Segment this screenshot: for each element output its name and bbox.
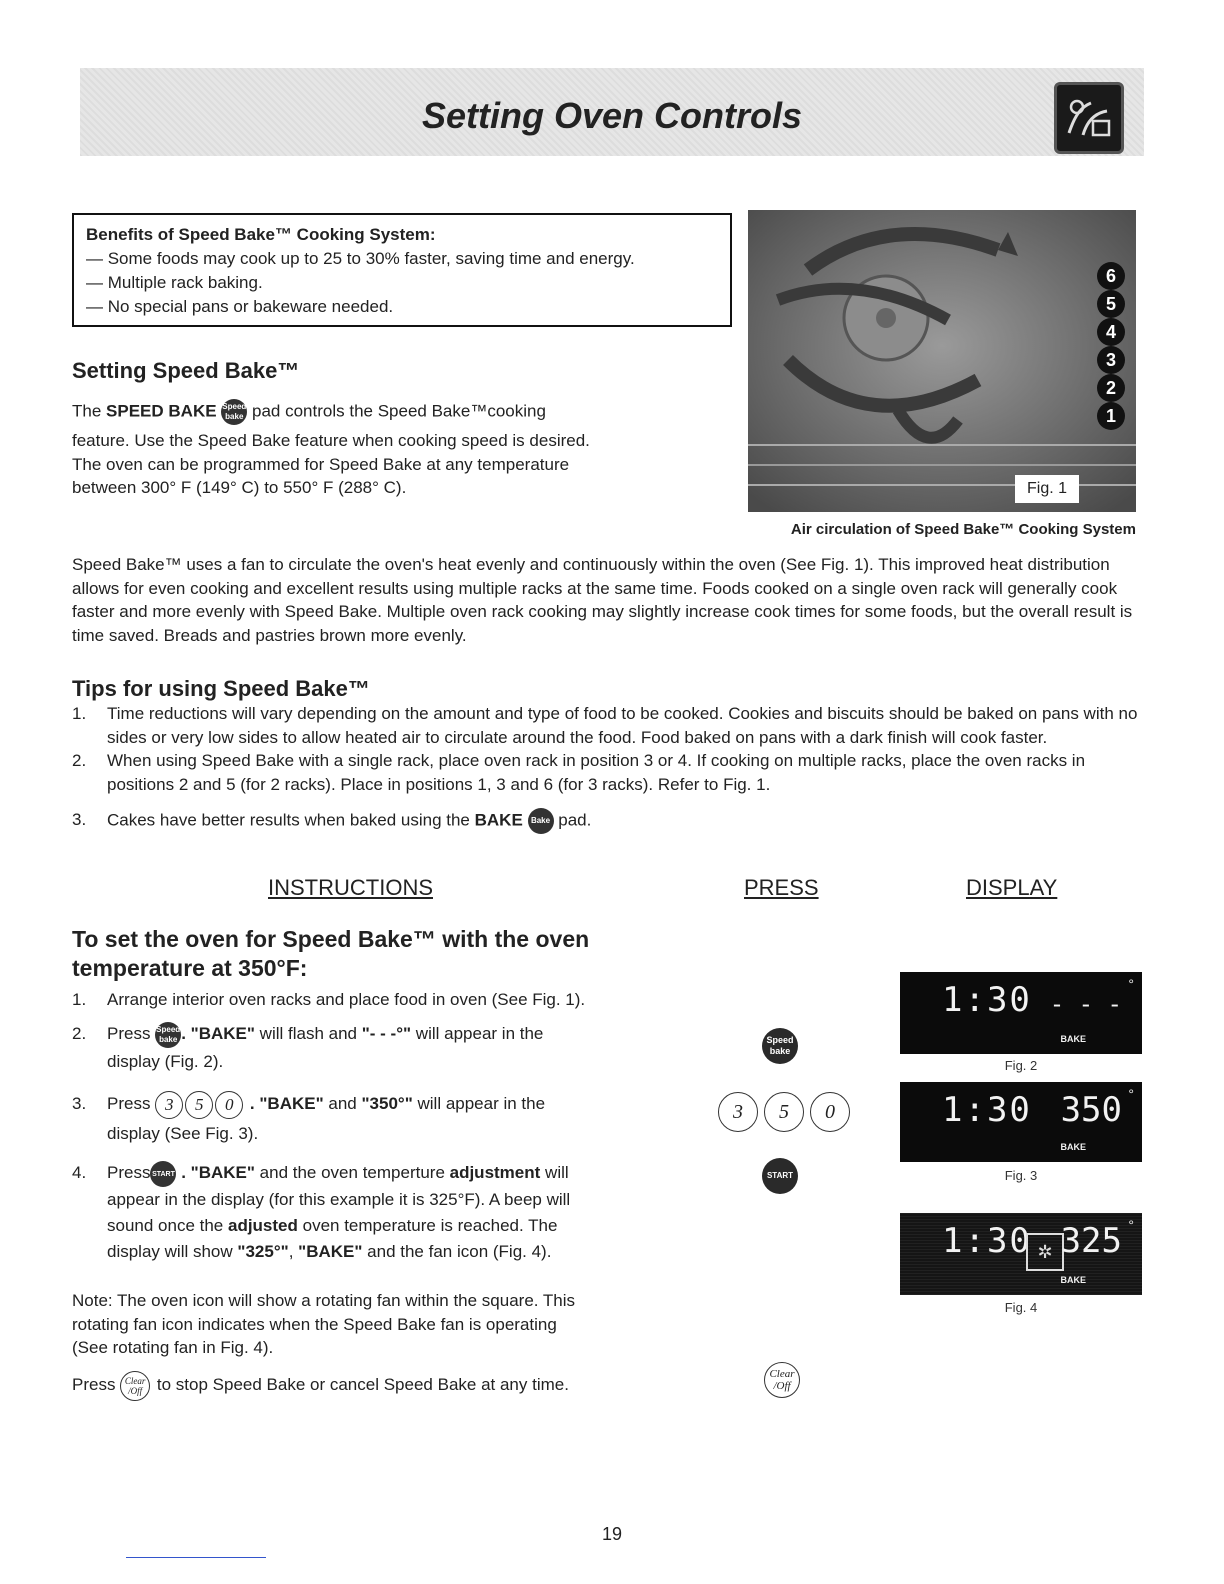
display-bake-indicator: BAKE — [1060, 1034, 1086, 1044]
bake-pad-icon: Bake — [528, 808, 554, 834]
benefits-heading: Benefits of Speed Bake™ Cooking System: — [86, 225, 436, 244]
digit-5-pad[interactable]: 5 — [764, 1092, 804, 1132]
start-pad-icon: START — [150, 1161, 176, 1187]
page-title: Setting Oven Controls — [421, 95, 803, 136]
procedure-step-3: 3. Press 3 5 0 . "BAKE" and "350°" will appear in the display (See Fig. 3). — [72, 1089, 672, 1149]
tips-list — [72, 702, 1152, 834]
figure-3-caption: Fig. 3 — [1004, 1168, 1038, 1183]
degree-symbol: ° — [1128, 1217, 1134, 1233]
procedure-step-1: 1. Arrange interior oven racks and place food in oven (See Fig. 1). — [72, 990, 586, 1009]
rack-position-4: 4 — [1097, 318, 1125, 346]
rack-position-1: 1 — [1097, 402, 1125, 430]
digit-0-pad[interactable]: 0 — [810, 1092, 850, 1132]
display-bake-indicator: BAKE — [1060, 1275, 1086, 1285]
heading-line: temperature at 350°F: — [72, 955, 308, 981]
digit-3-pad[interactable]: 3 — [718, 1092, 758, 1132]
rack-position-2: 2 — [1097, 374, 1125, 402]
text-line: between 300° F (149° C) to 550° F (288° C). — [72, 478, 407, 497]
text-span: The — [72, 401, 107, 421]
rack-position-6: 6 — [1097, 262, 1125, 290]
rack-position-3: 3 — [1097, 346, 1125, 374]
text-line: feature. Use the Speed Bake feature when cooking speed is desired. — [72, 431, 590, 450]
text-line: The oven can be programmed for Speed Bake at any temperature — [72, 454, 570, 474]
speed-bake-pad-icon: Speed bake — [221, 399, 247, 425]
start-pad[interactable]: START — [762, 1158, 798, 1194]
clear-off-pad[interactable]: Clear /Off — [764, 1362, 800, 1398]
benefit-item: — Multiple rack baking. — [86, 273, 263, 292]
display-temperature: 350 — [1060, 1090, 1122, 1130]
page-number: 19 — [601, 1524, 623, 1544]
setting-speed-bake-heading: Setting Speed Bake™ — [72, 358, 300, 383]
figure-1-caption: Air circulation of Speed Bake™ Cooking System — [790, 521, 1136, 538]
figure-2-caption: Fig. 2 — [1004, 1058, 1038, 1073]
digit-0-pad-icon: 0 — [215, 1091, 243, 1119]
display-fig-2 — [900, 972, 1142, 1054]
clear-off-pad-icon: Clear /Off — [120, 1371, 150, 1401]
display-time: 1:30 — [942, 980, 1032, 1020]
procedure-step-2: 2. Press Speed bake . "BAKE" will flash and "- - -°" will appear in the display (Fig. 2). — [72, 1020, 672, 1076]
column-instructions: INSTRUCTIONS — [268, 875, 433, 900]
digit-5-pad-icon: 5 — [185, 1091, 213, 1119]
degree-symbol: ° — [1128, 1086, 1134, 1102]
speed-bake-pad-icon: Speed bake — [155, 1022, 181, 1048]
tip-item: 3. Cakes have better results when baked using the BAKE Bake pad. — [72, 808, 1152, 834]
digit-3-pad-icon: 3 — [155, 1091, 183, 1119]
tips-heading: Tips for using Speed Bake™ — [72, 676, 370, 701]
benefit-item: — No special pans or bakeware needed. — [86, 297, 394, 316]
display-fig-3 — [900, 1082, 1142, 1162]
text-span: pad controls the Speed Bake™cooking — [247, 401, 546, 421]
display-temperature: - - - — [1049, 990, 1122, 1018]
column-display: DISPLAY — [966, 875, 1058, 900]
tip-item: 1. Time reductions will vary depending on the amount and type of food to be cooked. Cookies and biscuits should be baked on pans with no sides or very low sides to allow heated air to circulate around the food. Food baked on pans with a dark finish will cook faster. — [72, 704, 1138, 747]
oven-controls-icon — [1054, 82, 1124, 154]
speed-bake-label: SPEED BAKE — [106, 401, 217, 421]
benefits-box — [72, 213, 732, 327]
footer-rule — [126, 1557, 266, 1558]
speed-bake-description: Speed Bake™ uses a fan to circulate the oven's heat evenly and continuously within the oven (See Fig. 1). This improved heat distribution allows for even cooking and excellent results using multiple racks at the same time. Foods cooked on a single oven rack will generally cook faster and more evenly with Speed Bake. Multiple oven rack cooking may slightly increase cook times for some foods, but the overall result is time saved. Breads and pastries brown more evenly. — [72, 555, 1133, 645]
benefit-item: — Some foods may cook up to 25 to 30% faster, saving time and energy. — [86, 249, 635, 268]
figure-1-label: Fig. 1 — [1015, 475, 1079, 503]
procedure-heading — [72, 925, 589, 983]
display-temperature: 325 — [1060, 1221, 1122, 1261]
figure-4-caption: Fig. 4 — [1004, 1300, 1038, 1315]
display-bake-indicator: BAKE — [1060, 1142, 1086, 1152]
tip-item: 2. When using Speed Bake with a single rack, place oven rack in position 3 or 4. If cooking on multiple racks, place the oven racks in positions 2 and 5 (for 2 racks). Place in positions 1, 3 and 6 (for 3 racks). Refer to Fig. 1. — [72, 751, 1086, 794]
heading-line: To set the oven for Speed Bake™ with the oven — [72, 926, 590, 952]
procedure-step-4: 4. Press START . "BAKE" and the oven temperture adjustment will appear in the display (for this example it is 325°F). A beep will sound once the adjusted oven temperature is reached. The display will show "325°", "BAKE" and the fan icon (Fig. 4). — [72, 1160, 672, 1265]
fan-icon: ✲ — [1026, 1233, 1064, 1271]
speed-bake-intro — [72, 399, 732, 500]
display-time: 1:30 — [942, 1221, 1032, 1261]
column-press: PRESS — [744, 875, 819, 900]
fan-note: Note: The oven icon will show a rotating fan within the square. This rotating fan icon indicates when the Speed Bake fan is operating (See rotating fan in Fig. 4). — [72, 1291, 576, 1357]
degree-symbol: ° — [1128, 976, 1134, 992]
figure-1-oven-photo — [748, 210, 1136, 512]
cancel-instruction: Press Clear /Off to stop Speed Bake or cancel Speed Bake at any time. — [72, 1370, 712, 1401]
rack-position-5: 5 — [1097, 290, 1125, 318]
display-time: 1:30 — [942, 1090, 1032, 1130]
digit-pads — [718, 1092, 852, 1132]
speed-bake-pad[interactable]: Speed bake — [762, 1028, 798, 1064]
display-fig-4 — [900, 1213, 1142, 1295]
